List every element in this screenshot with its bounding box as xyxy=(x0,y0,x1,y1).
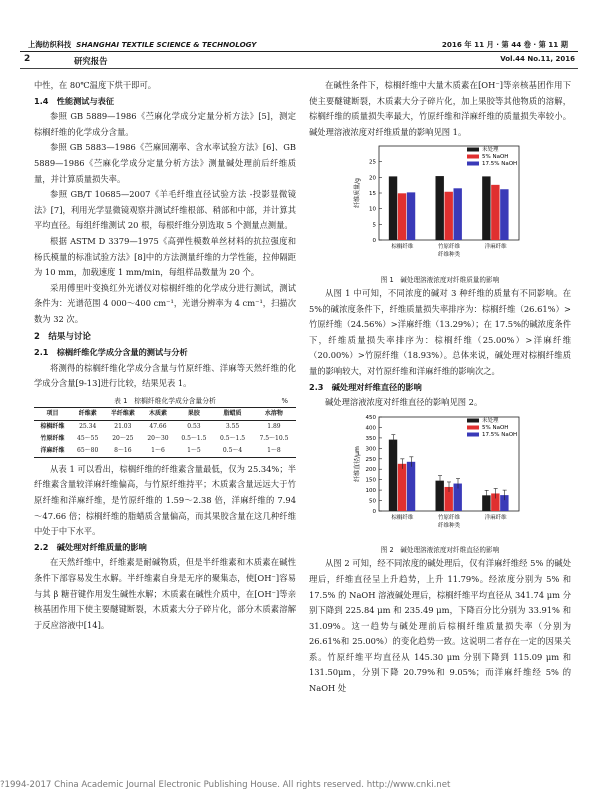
y-tick-label: 200 xyxy=(365,466,376,473)
y-tick-label: 0 xyxy=(372,238,376,245)
paragraph: 在天然纤维中，纤维素是耐碱物质，但是半纤维素和木质素在碱性条件下部容易发生水解。半纤维素自身是无序的聚集态，使[OH⁻]容易与其 β 糖苷键作用发生碱性水解；木质素在碱性介质中，在[OH⁻]等亲核基团作用下使主要醚键断裂，木质素大分子碎片化，部分木质素溶解于反应溶液中[14]。 xyxy=(34,557,296,630)
table-header-cell: 脂蜡质 xyxy=(213,407,252,420)
bar xyxy=(389,177,397,241)
left-column xyxy=(34,78,296,633)
legend-label: 未处理 xyxy=(482,417,499,424)
table-cell: 1～5 xyxy=(175,445,214,458)
bar xyxy=(398,464,406,511)
y-tick-label: 100 xyxy=(365,487,376,494)
table-cell: 棕榈纤维 xyxy=(40,422,65,430)
paragraph: 中性，在 80℃温度下烘干即可。 xyxy=(34,80,157,90)
volume-label: Vol.44 No.11, 2016 xyxy=(500,55,575,63)
legend-swatch xyxy=(467,418,479,422)
paragraph: 碱处理溶液浓度对纤维直径的影响见图 2。 xyxy=(325,397,483,408)
table-cell: 1～8 xyxy=(252,445,296,458)
figure-2 xyxy=(309,411,571,545)
table-cell: 洋麻纤维 xyxy=(34,445,71,458)
section-heading: 2.1 棕榈纤维化学成分含量的测试与分析 xyxy=(34,347,188,358)
y-tick-label: 250 xyxy=(365,456,376,463)
table-cell: 20～30 xyxy=(147,434,169,442)
table-cell: 3.55 xyxy=(225,422,240,430)
y-tick-label: 150 xyxy=(365,477,376,484)
section-heading: 1.4 性能测试与表征 xyxy=(34,95,115,106)
paragraph: 参照 GB/T 10685—2007《羊毛纤维直径试验方法 -投影显微镜法》[7]，利用光学显微镜观察并测试纤维根部、稍部和中部，并计算其平均直径。每组纤维测试 20 根，每根纤维分别选取 5 个测量点测量。 xyxy=(34,189,296,231)
table-cell: 7.5～10.5 xyxy=(259,434,289,442)
table-header-cell: 果胶 xyxy=(175,407,214,420)
bar xyxy=(491,185,499,240)
table-header-cell: 半纤维素 xyxy=(104,407,141,420)
paragraph: 参照 GB 5883—1986《苎麻回潮率、含水率试验方法》[6]、GB 5889—1986《苎麻化学成分定量分析方法》测量碱处理前后纤维质量，并计算质量损失率。 xyxy=(34,142,296,184)
table-cell: 65～80 xyxy=(71,445,104,458)
x-tick-label: 棕榈纤维 xyxy=(391,244,414,251)
subheader-rule xyxy=(20,68,578,69)
running-header xyxy=(14,40,586,51)
y-tick-label: 5 xyxy=(372,222,376,229)
y-axis-label: 纤维直径/μm xyxy=(354,445,361,482)
x-tick-label: 洋麻纤维 xyxy=(484,244,507,251)
table-cell: 0.5～1.5 xyxy=(220,434,246,442)
table-row xyxy=(34,445,296,458)
issue-info: 2016 年 11 月 · 第 44 卷 · 第 11 期 xyxy=(441,40,568,49)
y-axis-label: 纤维质量/g xyxy=(354,178,361,209)
legend-swatch xyxy=(467,432,479,436)
copyright-footer: ?1994-2017 China Academic Journal Electronic Publishing House. All rights reserved. http://www.cnki.net xyxy=(0,780,451,790)
table-header-cell: 水溶物 xyxy=(252,407,296,420)
y-tick-label: 25 xyxy=(369,160,376,167)
section-heading: 2.3 碱处理对纤维直径的影响 xyxy=(309,381,422,392)
legend-swatch xyxy=(467,162,479,166)
section-heading: 2 结果与讨论 xyxy=(34,331,91,342)
bar xyxy=(389,439,397,510)
table-caption: 表 1 棕榈纤维化学成分含量分析 % xyxy=(114,396,288,405)
journal-title: 上海纺织科技 SHANGHAI TEXTILE SCIENCE & TECHNOLOGY xyxy=(28,40,257,49)
legend-label: 5% NaOH xyxy=(482,424,509,431)
bar xyxy=(436,176,444,240)
y-tick-label: 15 xyxy=(369,191,376,198)
x-axis-label: 纤维种类 xyxy=(437,522,461,529)
table-cell: 竹原纤维 xyxy=(40,434,65,442)
section-heading: 2.2 碱处理对纤维质量的影响 xyxy=(34,541,147,552)
x-tick-label: 洋麻纤维 xyxy=(484,514,507,521)
table-header-cell: 纤维素 xyxy=(71,407,104,420)
paragraph: 采用傅里叶变换红外光谱仪对棕榈纤维的化学成分进行测试，测试条件为：光谱范围 4 000～400 cm⁻¹，光谱分辨率为 4 cm⁻¹，扫描次数为 32 次。 xyxy=(34,282,296,324)
paragraph: 在碱性条件下，棕榈纤维中大量木质素在[OH⁻]等亲核基团作用下使主要醚键断裂，木质素大分子碎片化，加上果胶等其他物质的溶解，棕榈纤维的质量损失率最大，竹原纤维和洋麻纤维的质量损失率较小。碱处理溶液浓度对纤维质量的影响见图 1。 xyxy=(309,80,571,137)
y-tick-label: 50 xyxy=(369,498,376,505)
page-number: 2 xyxy=(24,54,31,64)
legend-label: 5% NaOH xyxy=(482,154,509,161)
figure-2-chart xyxy=(309,411,571,539)
y-tick-label: 0 xyxy=(372,508,376,515)
y-tick-label: 400 xyxy=(365,425,376,432)
figure-1 xyxy=(309,140,571,274)
figure-1-chart xyxy=(309,140,571,268)
figure-1-caption: 图 1 碱处理溶液浓度对纤维质量的影响 xyxy=(380,275,500,284)
legend-label: 17.5% NaOH xyxy=(482,161,518,168)
paragraph: 将测得的棕榈纤维化学成分含量与竹原纤维、洋麻等天然纤维的化学成分含量[9-13]进行比较，结果见表 1。 xyxy=(34,362,296,389)
table-header-cell: 木质素 xyxy=(141,407,174,420)
table-cell: 25.34 xyxy=(79,422,97,430)
bar xyxy=(407,193,415,241)
right-column xyxy=(309,78,571,697)
legend-swatch xyxy=(467,155,479,159)
bar xyxy=(454,189,462,241)
table-cell: 1～6 xyxy=(141,445,174,458)
table-cell: 8～16 xyxy=(104,445,141,458)
chemical-composition-table xyxy=(34,407,296,458)
bar xyxy=(482,177,490,241)
table-cell: 47.66 xyxy=(149,422,167,430)
x-tick-label: 竹原纤维 xyxy=(437,514,461,521)
table-row xyxy=(34,433,296,445)
table-cell: 45～55 xyxy=(77,434,99,442)
table-row xyxy=(34,420,296,433)
legend-swatch xyxy=(467,425,479,429)
y-tick-label: 450 xyxy=(365,414,376,421)
bar xyxy=(407,462,415,511)
x-axis-label: 纤维种类 xyxy=(437,252,461,259)
table-cell: 20～25 xyxy=(112,434,134,442)
legend-label: 17.5% NaOH xyxy=(482,431,518,438)
legend-label: 未处理 xyxy=(482,147,499,154)
x-tick-label: 竹原纤维 xyxy=(437,244,461,251)
paragraph: 从表 1 可以看出，棕榈纤维的纤维素含量最低，仅为 25.34%；半纤维素含量较洋麻纤维偏高，与竹原纤维持平；木质素含量远远大于竹原纤维和洋麻纤维，是竹原纤维的 1.59～2.38 倍，洋麻纤维的 7.94～47.66 倍；棕榈纤维的脂蜡质含量偏高，而其果胶含量在这几种纤维中处于中下水平。 xyxy=(34,463,296,537)
paragraph: 从图 2 可知，经不同浓度的碱处理后，仅有洋麻纤维经 5% 的碱处理后，纤维直径呈上升趋势，上升 11.79%。经浓度分别为 5% 和 17.5% 的 NaOH 溶液碱处理后，棕榈纤维平均直径从 341.74 μm 分别下降到 225.84 μm 和 235.49 μm，下降百分比分别为 33.91% 和 31.09%。这一趋势与碱处理前后棕榈纤维质量损失率（分别为 26.61%和 25.00%）的变化趋势一致。这说明二者存在一定的因果关系。竹原纤维平均直径从 145.30 μm 分别下降到 115.09 μm 和 131.50μm，分别下降 20.79%和 9.05%；而洋麻纤维经 5% 的 NaOH 处 xyxy=(309,558,571,694)
table-cell: 21.03 xyxy=(114,422,132,430)
paragraph: 根据 ASTM D 3379—1975《高弹性模数单丝材料的抗拉强度和杨氏模量的标准试验方法》[8]中的方法测量纤维的力学性能，拉伸隔距为 10 mm，加载速度 1 mm/min，每组样品数量为 20 个。 xyxy=(34,235,296,278)
figure-2-caption: 图 2 碱处理溶液浓度对纤维直径的影响 xyxy=(380,546,500,555)
table-header-cell: 项目 xyxy=(34,407,71,420)
header-rule xyxy=(20,51,578,52)
table-cell: 0.5～4 xyxy=(213,445,252,458)
legend-swatch xyxy=(467,148,479,152)
y-tick-label: 350 xyxy=(365,435,376,442)
bar xyxy=(500,190,508,241)
bar xyxy=(398,194,406,241)
paragraph: 从图 1 中可知，不同浓度的碱对 3 种纤维的质量有不同影响。在 5%的碱浓度条件下，纤维质量损失率排序为：棕榈纤维（26.61%）>竹原纤维（24.56%）>洋麻纤维（13.29%）；在 17.5%的碱浓度条件下，纤维质量损失率排序为：棕榈纤维（25.00%）>洋麻纤维（20.00%）>竹原纤维（18.93%）。总体来说，碱处理对棕榈纤维质量的影响较大，对竹原纤维和洋麻纤维的影响次之。 xyxy=(309,287,571,376)
table-cell: 0.5～1.5 xyxy=(181,434,207,442)
paragraph: 参照 GB 5889—1986《苎麻化学成分定量分析方法》[5]，测定棕榈纤维的化学成分含量。 xyxy=(34,111,296,137)
table-cell: 1.89 xyxy=(267,422,281,430)
x-tick-label: 棕榈纤维 xyxy=(391,514,414,521)
y-tick-label: 10 xyxy=(369,207,376,214)
y-tick-label: 300 xyxy=(365,446,376,453)
section-label: 研究报告 xyxy=(74,56,108,66)
bar xyxy=(445,192,453,240)
table-cell: 0.53 xyxy=(187,422,201,430)
y-tick-label: 20 xyxy=(369,175,376,182)
